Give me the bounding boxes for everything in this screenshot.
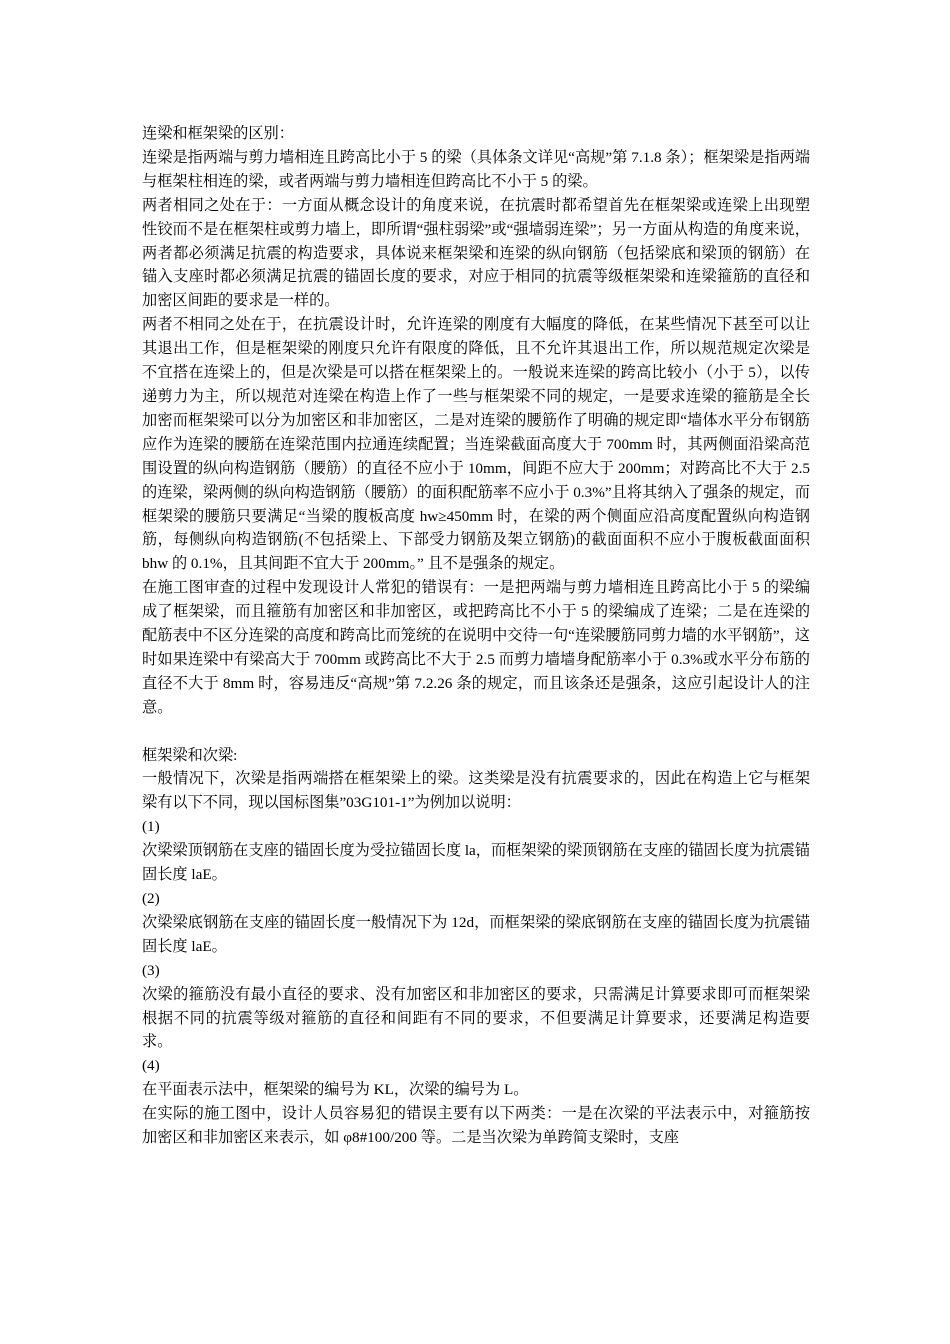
paragraph-secondary-intro: 一般情况下，次梁是指两端搭在框架梁上的梁。这类梁是没有抗震要求的，因此在构造上它与框架梁有以下不同，现以国标图集”03G101-1”为例加以说明：	[142, 770, 810, 812]
section-title-frame-vs-secondary-beam: 框架梁和次梁:	[142, 746, 238, 764]
item-text-3: 次梁的箍筋没有最小直径的要求、没有加密区和非加密区的要求，只需满足计算要求即可而框架梁根据不同的抗震等级对箍筋的直径和间距有不同的要求，不但要满足计算要求，还要满足构造要求。	[142, 985, 810, 1051]
paragraph-similarities: 两者相同之处在于：一方面从概念设计的角度来说，在抗震时都希望首先在框架梁或连梁上出现塑性铰而不是在框架柱或剪力墙上，即所谓“强柱弱梁”或“强墙弱连梁”；另一方面从构造的角度来说，两者都必须满足抗震的构造要求，具体说来框架梁和连梁的纵向钢筋（包括梁底和梁顶的钢筋）在锚入支座时都必须满足抗震的锚固长度的要求，对应于相同的抗震等级框架梁和连梁箍筋的直径和加密区间距的要求是一样的。	[142, 196, 810, 310]
document-page	[142, 122, 810, 1150]
item-number-4: (4)	[142, 1057, 160, 1075]
item-number-1: (1)	[142, 818, 160, 836]
item-text-1: 次梁梁顶钢筋在支座的锚固长度为受拉锚固长度 la，而框架梁的梁顶钢筋在支座的锚固长度为抗震锚固长度 laE。	[142, 842, 810, 884]
blank-line	[142, 720, 810, 744]
paragraph-differences: 两者不相同之处在于，在抗震设计时，允许连梁的刚度有大幅度的降低，在某些情况下甚至可以让其退出工作，但是框架梁的刚度只允许有限度的降低，且不允许其退出工作，所以规范规定次梁是不宜搭在连梁上的，但是次梁是可以搭在框架梁上的。一般说来连梁的跨高比较小（小于 5），以传递剪力为主，所以规范对连梁在构造上作了一些与框架梁不同的规定，一是要求连梁的箍筋是全长加密而框架梁可以分为加密区和非加密区，二是对连梁的腰筋作了明确的规定即“墙体水平分布钢筋应作为连梁的腰筋在连梁范围内拉通连续配置；当连梁截面高度大于 700mm 时，其两侧面沿梁高范围设置的纵向构造钢筋（腰筋）的直径不应小于 10mm，间距不应大于 200mm；对跨高比不大于 2.5 的连梁，梁两侧的纵向构造钢筋（腰筋）的面积配筋率不应小于 0.3%”且将其纳入了强条的规定，而框架梁的腰筋只要满足“当梁的腹板高度 hw≥450mm 时，在梁的两个侧面应沿高度配置纵向构造钢筋，每侧纵向构造钢筋(不包括梁上、下部受力钢筋及架立钢筋)的截面面积不应小于腹板截面面积 bhw 的 0.1%，且其间距不宜大于 200mm。” 且不是强条的规定。	[142, 316, 810, 573]
item-number-3: (3)	[142, 961, 160, 979]
paragraph-common-errors: 在施工图审查的过程中发现设计人常犯的错误有：一是把两端与剪力墙相连且跨高比小于 5 的梁编成了框架梁，而且箍筋有加密区和非加密区，或把跨高比不小于 5 的梁编成了连梁；二是在连梁的配筋表中不区分连梁的高度和跨高比而笼统的在说明中交待一句“连梁腰筋同剪力墙的水平钢筋”，这时如果连梁中有梁高大于 700mm 或跨高比不大于 2.5 而剪力墙墙身配筋率小于 0.3%或水平分布筋的直径不大于 8mm 时，容易违反“高规”第 7.2.26 条的规定，而且该条还是强条，这应引起设计人的注意。	[142, 579, 810, 716]
item-text-2: 次梁梁底钢筋在支座的锚固长度一般情况下为 12d，而框架梁的梁底钢筋在支座的锚固长度为抗震锚固长度 laE。	[142, 913, 810, 955]
paragraph-definition: 连梁是指两端与剪力墙相连且跨高比小于 5 的梁（具体条文详见“高规”第 7.1.8 条）；框架梁是指两端与框架柱相连的梁，或者两端与剪力墙相连但跨高比不小于 5 的梁。	[142, 148, 810, 190]
section-title-coupling-vs-frame-beam: 连梁和框架梁的区别：	[142, 125, 294, 142]
paragraph-practical-errors: 在实际的施工图中，设计人员容易犯的错误主要有以下两类：一是在次梁的平法表示中，对箍筋按加密区和非加密区来表示，如 φ8#100/200 等。二是当次梁为单跨简支梁时，支座	[142, 1105, 810, 1147]
item-text-4: 在平面表示法中，框架梁的编号为 KL，次梁的编号为 L。	[142, 1081, 529, 1099]
item-number-2: (2)	[142, 889, 160, 907]
